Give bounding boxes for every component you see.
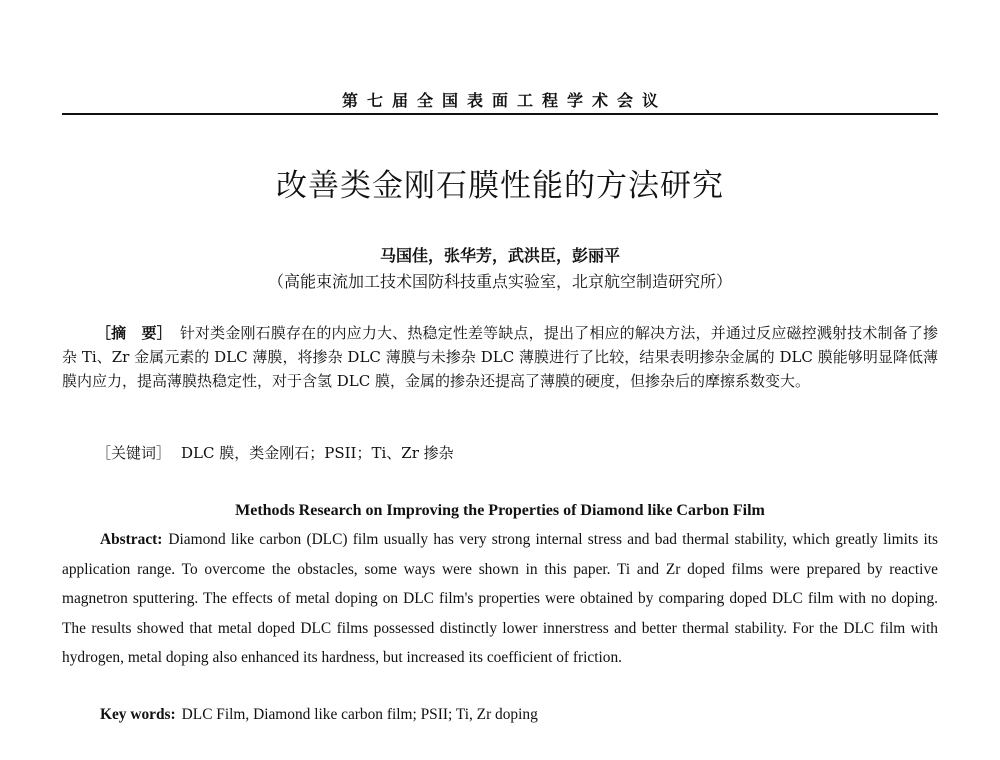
en-abstract-label: Abstract: — [100, 531, 163, 548]
running-header: 第七届全国表面工程学术会议 — [341, 91, 667, 110]
cn-abstract — [62, 321, 938, 393]
cn-keywords — [96, 441, 938, 465]
header-rule — [62, 113, 938, 115]
cn-keywords-text: DLC 膜，类金刚石；PSII；Ti、Zr 掺杂 — [181, 444, 454, 462]
en-keywords — [100, 703, 938, 727]
cn-abstract-text: 针对类金刚石膜存在的内应力大、热稳定性差等缺点，提出了相应的解决方法，并通过反应磁控溅射技术制备了掺杂 Ti、Zr 金属元素的 DLC 薄膜，将掺杂 DLC 薄膜与未掺杂 DLC 薄膜进行了比较，结果表明掺杂金属的 DLC 膜能够明显降低薄膜内应力，提高薄膜热稳定性，对于含氢 DLC 膜，金属的掺杂还提高了薄膜的硬度，但掺杂后的摩擦系数变大。 — [62, 324, 938, 390]
en-keywords-label: Key words: — [100, 706, 176, 723]
cn-authors: 马国佳，张华芳，武洪臣，彭丽平 — [379, 246, 620, 265]
en-abstract-text: Diamond like carbon (DLC) film usually has very strong internal stress and bad thermal stability, which greatly limits its application range. To overcome the obstacles, some ways were shown in this paper. Ti and Zr doped films were prepared by reactive magnetron sputtering. The effects of metal doping on DLC film's properties were obtained by comparing doped DLC film with no doping. The results showed that metal doped DLC films possessed distinctly lower innerstress and better thermal stability. For the DLC film with hydrogen, metal doping also enhanced its hardness, but increased its coefficient of friction. — [62, 531, 938, 666]
en-title: Methods Research on Improving the Properties of Diamond like Carbon Film — [235, 502, 765, 519]
cn-title: 改善类金刚石膜性能的方法研究 — [276, 168, 724, 204]
cn-affiliation: （高能束流加工技术国防科技重点实验室，北京航空制造研究所） — [267, 272, 732, 291]
en-keywords-text: DLC Film, Diamond like carbon film; PSII; Ti, Zr doping — [181, 706, 538, 723]
en-abstract — [62, 525, 938, 673]
cn-keywords-label: ［关键词］ — [96, 444, 172, 462]
cn-abstract-label: ［摘 要］ — [96, 324, 172, 342]
